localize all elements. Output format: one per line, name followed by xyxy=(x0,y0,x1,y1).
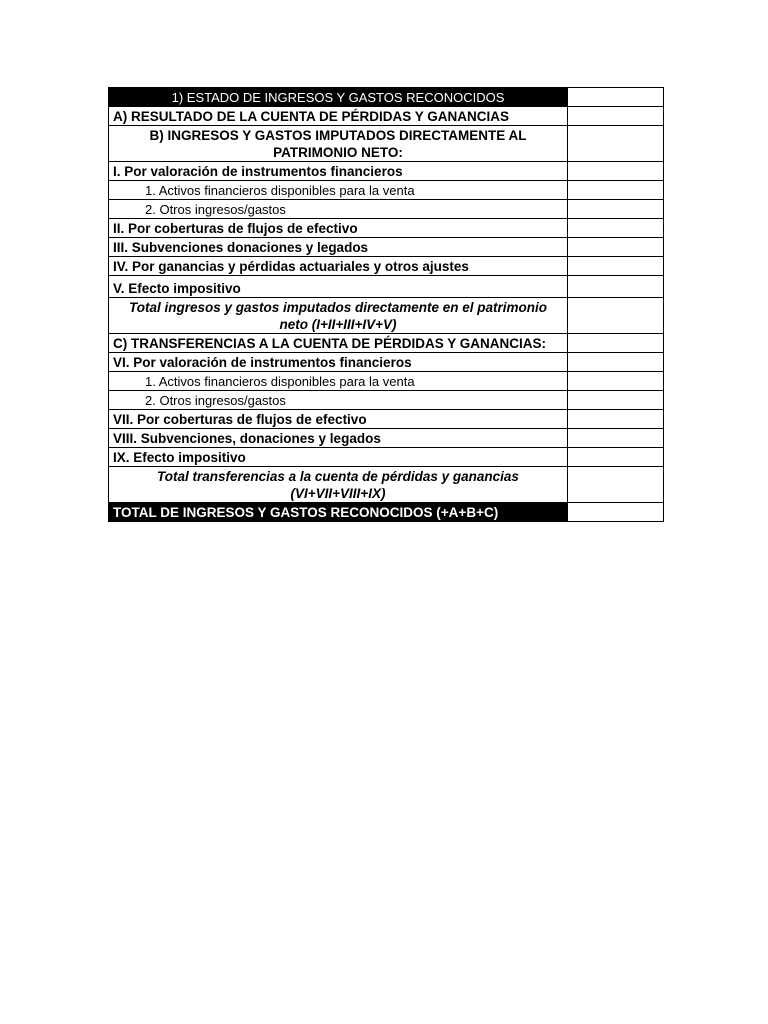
row-label: IX. Efecto impositivo xyxy=(109,448,568,467)
row-value[interactable] xyxy=(568,257,664,276)
row-value[interactable] xyxy=(568,372,664,391)
grand-total-label: TOTAL DE INGRESOS Y GASTOS RECONOCIDOS (+A+B+C) xyxy=(109,503,568,522)
row-label: II. Por coberturas de flujos de efectivo xyxy=(109,219,568,238)
row-label: C) TRANSFERENCIAS A LA CUENTA DE PÉRDIDAS Y GANANCIAS: xyxy=(109,334,568,353)
row-value[interactable] xyxy=(568,200,664,219)
row-value[interactable] xyxy=(568,162,664,181)
statement-title: 1) ESTADO DE INGRESOS Y GASTOS RECONOCIDOS xyxy=(109,88,568,107)
income-expense-statement-table xyxy=(108,87,664,522)
row-value[interactable] xyxy=(568,448,664,467)
row-value[interactable] xyxy=(568,334,664,353)
table-row xyxy=(109,429,664,448)
header-value-cell[interactable] xyxy=(568,88,664,107)
row-value[interactable] xyxy=(568,429,664,448)
table-row xyxy=(109,276,664,298)
table-header-row xyxy=(109,88,664,107)
row-label: 1. Activos financieros disponibles para la venta xyxy=(109,372,568,391)
table-row xyxy=(109,298,664,334)
row-value[interactable] xyxy=(568,107,664,126)
row-label: B) INGRESOS Y GASTOS IMPUTADOS DIRECTAMENTE AL PATRIMONIO NETO: xyxy=(109,126,568,162)
table-row xyxy=(109,391,664,410)
row-label: Total ingresos y gastos imputados directamente en el patrimonio neto (I+II+III+IV+V) xyxy=(109,298,568,334)
table-row xyxy=(109,467,664,503)
row-label: V. Efecto impositivo xyxy=(109,276,568,298)
row-label: III. Subvenciones donaciones y legados xyxy=(109,238,568,257)
row-value[interactable] xyxy=(568,467,664,503)
table-row xyxy=(109,353,664,372)
row-value[interactable] xyxy=(568,353,664,372)
row-label: VI. Por valoración de instrumentos financieros xyxy=(109,353,568,372)
row-value[interactable] xyxy=(568,181,664,200)
table-row xyxy=(109,410,664,429)
row-value[interactable] xyxy=(568,238,664,257)
row-value[interactable] xyxy=(568,126,664,162)
table-row xyxy=(109,238,664,257)
row-label: I. Por valoración de instrumentos financieros xyxy=(109,162,568,181)
table-row xyxy=(109,448,664,467)
row-value[interactable] xyxy=(568,219,664,238)
table-row xyxy=(109,372,664,391)
table-row xyxy=(109,200,664,219)
table-row xyxy=(109,107,664,126)
row-value[interactable] xyxy=(568,410,664,429)
table-footer-row xyxy=(109,503,664,522)
row-label: VIII. Subvenciones, donaciones y legados xyxy=(109,429,568,448)
row-value[interactable] xyxy=(568,298,664,334)
table-row xyxy=(109,162,664,181)
table-row xyxy=(109,257,664,276)
row-label: A) RESULTADO DE LA CUENTA DE PÉRDIDAS Y GANANCIAS xyxy=(109,107,568,126)
row-label: VII. Por coberturas de flujos de efectivo xyxy=(109,410,568,429)
row-value[interactable] xyxy=(568,276,664,298)
row-value[interactable] xyxy=(568,391,664,410)
row-label: 1. Activos financieros disponibles para la venta xyxy=(109,181,568,200)
table-row xyxy=(109,334,664,353)
row-label: Total transferencias a la cuenta de pérdidas y ganancias (VI+VII+VIII+IX) xyxy=(109,467,568,503)
table-row xyxy=(109,219,664,238)
table-row xyxy=(109,181,664,200)
row-label: 2. Otros ingresos/gastos xyxy=(109,200,568,219)
grand-total-value[interactable] xyxy=(568,503,664,522)
row-label: 2. Otros ingresos/gastos xyxy=(109,391,568,410)
row-label: IV. Por ganancias y pérdidas actuariales y otros ajustes xyxy=(109,257,568,276)
table-row xyxy=(109,126,664,162)
